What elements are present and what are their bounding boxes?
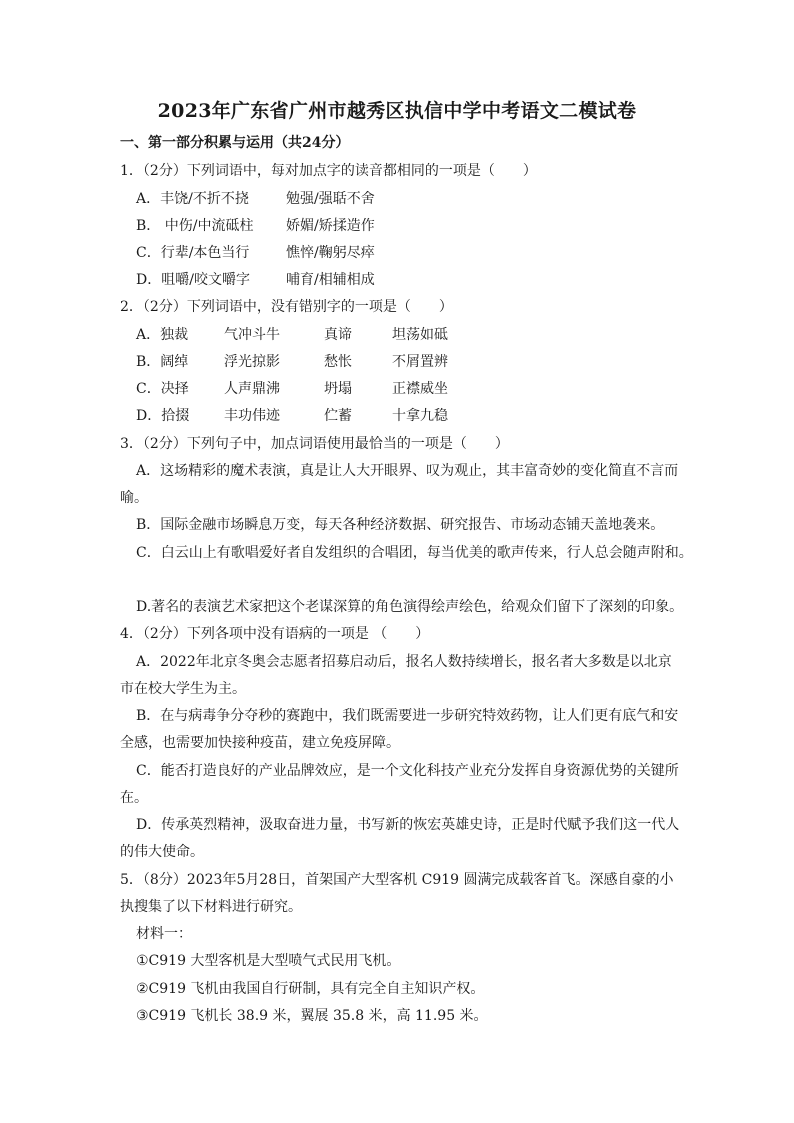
question-1-option-b: [136, 217, 375, 235]
question-3-option-a-continued: 喻。: [120, 490, 148, 506]
page-title: 2023年广东省广州市越秀区执信中学中考语文二模试卷: [157, 100, 637, 122]
option-text: 愁怅: [324, 354, 352, 370]
option-text: C．决择: [136, 381, 189, 397]
option-text: 真谛: [324, 327, 352, 343]
section-heading: 一、第一部分积累与运用（共24分）: [120, 135, 350, 151]
option-text: 憔悴/鞠躬尽瘁: [286, 245, 375, 261]
option-text: D．咀嚼/咬文嚼字: [136, 272, 250, 288]
question-5-stem: 5．（8分）2023年5月28日，首架国产大型客机 C919 圆满完成载客首飞。深感自豪的小: [120, 872, 674, 888]
question-2-option-d: [136, 407, 448, 425]
material-item-2: ②C919 飞机由我国自行研制，具有完全自主知识产权。: [136, 981, 485, 997]
question-4-option-d-continued: 的伟大使命。: [120, 844, 204, 860]
question-2-option-b: [136, 353, 448, 371]
option-text: A．丰饶/不折不挠: [136, 191, 249, 207]
question-5-stem-continued: 执搜集了以下材料进行研究。: [120, 899, 302, 915]
question-3-option-a: A．这场精彩的魔术表演，真是让人大开眼界、叹为观止，其丰富奇妙的变化简直不言而: [136, 463, 679, 479]
question-4-option-b-continued: 全感，也需要加快接种疫苗，建立免疫屏障。: [120, 735, 400, 751]
option-text: B．阔绰: [136, 354, 189, 370]
option-text: B． 中伤/中流砥柱: [136, 218, 254, 234]
option-text: 十拿九稳: [392, 408, 448, 424]
question-2-stem: 2．（2分）下列词语中，没有错别字的一项是（ ）: [120, 299, 453, 315]
question-2-option-a: [136, 326, 448, 344]
material-label: 材料一：: [136, 926, 192, 942]
question-3-option-c: C．白云山上有歌唱爱好者自发组织的合唱团，每当优美的歌声传来，行人总会随声附和。: [136, 545, 693, 561]
material-item-3: ③C919 飞机长 38.9 米，翼展 35.8 米，高 11.95 米。: [136, 1008, 488, 1024]
question-1-option-a: [136, 190, 375, 208]
question-2-option-c: [136, 380, 448, 398]
option-text: 坍塌: [324, 381, 352, 397]
question-3-option-b: B．国际金融市场瞬息万变，每天各种经济数据、研究报告、市场动态铺天盖地袭来。: [136, 517, 665, 533]
option-text: 不屑置辨: [392, 354, 448, 370]
question-4-option-d: D．传承英烈精神，汲取奋进力量，书写新的恢宏英雄史诗，正是时代赋予我们这一代人: [136, 817, 680, 833]
option-text: 气冲斗牛: [224, 327, 280, 343]
option-text: 坦荡如砥: [392, 327, 448, 343]
question-4-option-b: B．在与病毒争分夺秒的赛跑中，我们既需要进一步研究特效药物，让人们更有底气和安: [136, 708, 679, 724]
question-4-option-a: A．2022年北京冬奥会志愿者招募启动后，报名人数持续增长，报名者大多数是以北京: [136, 654, 672, 670]
question-1-option-c: [136, 244, 375, 262]
question-3-option-d: D.著名的表演艺术家把这个老谋深算的角色演得绘声绘色，给观众们留下了深刻的印象。: [136, 599, 684, 615]
option-text: 哺育/相辅相成: [286, 272, 375, 288]
option-text: 伫蓄: [324, 408, 352, 424]
question-3-stem: 3．（2分）下列句子中，加点词语使用最恰当的一项是（ ）: [120, 436, 509, 452]
question-4-option-c-continued: 在。: [120, 790, 148, 806]
question-4-stem: 4．（2分）下列各项中没有语病的一项是 （ ）: [120, 626, 430, 642]
question-4-option-c: C．能否打造良好的产业品牌效应，是一个文化科技产业充分发挥自身资源优势的关键所: [136, 763, 679, 779]
option-text: 丰功伟迹: [224, 408, 280, 424]
option-text: 勉强/强聒不舍: [286, 191, 375, 207]
option-text: 正襟威坐: [392, 381, 448, 397]
option-text: C．行辈/本色当行: [136, 245, 250, 261]
option-text: 浮光掠影: [224, 354, 280, 370]
question-1-stem: 1．（2分）下列词语中，每对加点字的读音都相同的一项是（ ）: [120, 163, 537, 179]
option-text: 娇媚/矫揉造作: [286, 218, 375, 234]
option-text: A．独裁: [136, 327, 189, 343]
question-1-option-d: [136, 271, 375, 289]
question-4-option-a-continued: 市在校大学生为主。: [120, 681, 246, 697]
option-text: D．拾掇: [136, 408, 190, 424]
option-text: 人声鼎沸: [224, 381, 280, 397]
material-item-1: ①C919 大型客机是大型喷气式民用飞机。: [136, 953, 401, 969]
